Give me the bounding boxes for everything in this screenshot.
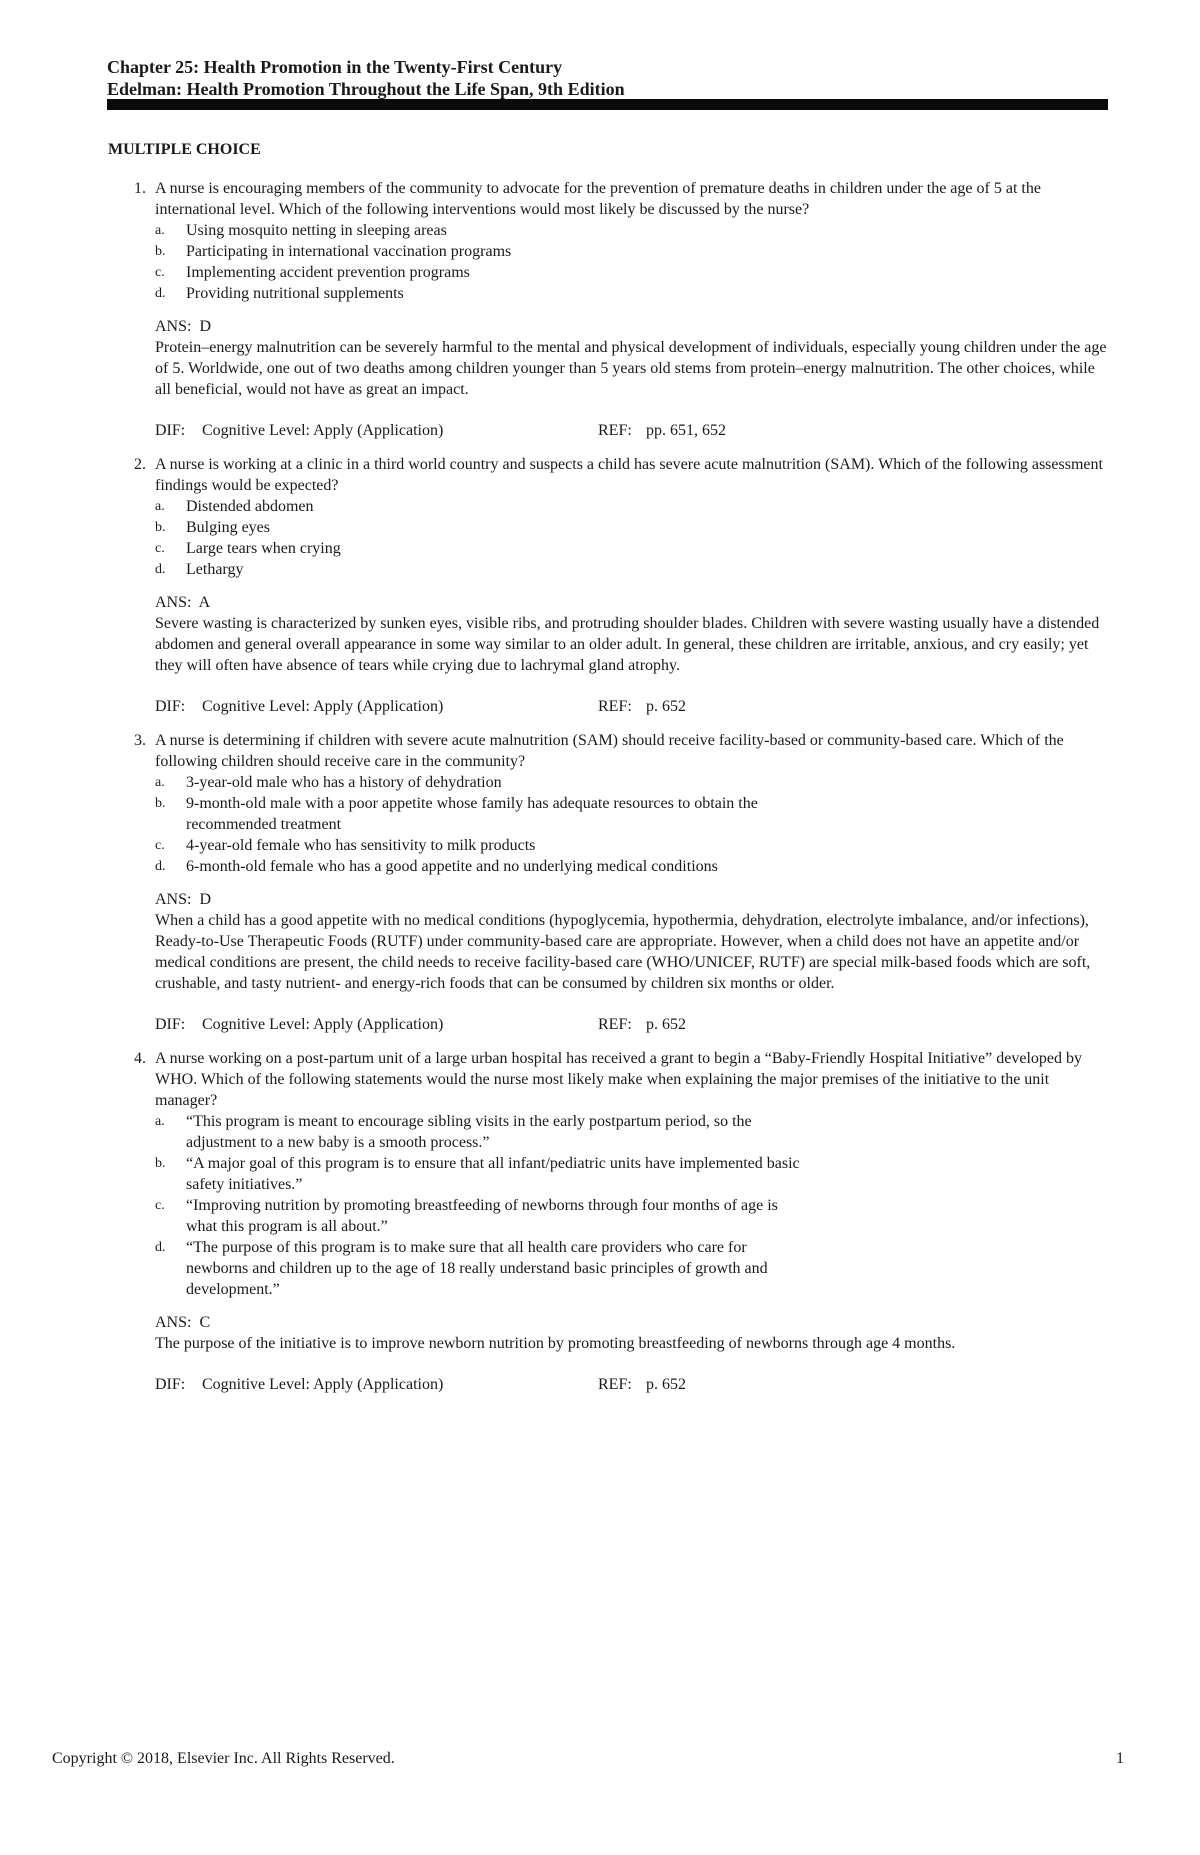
- chapter-title: Chapter 25: Health Promotion in the Twenty-First Century: [107, 57, 563, 77]
- rationale: When a child has a good appetite with no medical conditions (hypoglycemia, hypothermia, dehydration, electrolyte imbalance, and/or infections), Ready-to-Use Therapeutic Foods (RUTF) under community-based care are appropriate. However, when a child does not have an appetite and/or medical conditions are present, the child needs to receive facility-based care (WHO/UNICEF, RUTF) are special milk-based foods which are soft, crushable, and tasty nutrient- and energy-rich foods that can be consumed by children six months or older.: [155, 912, 1091, 992]
- header-rule: [107, 99, 1108, 110]
- question-stem: A nurse is working at a clinic in a third world country and suspects a child has severe acute malnutrition (SAM). Which of the following assessment findings would be expected?: [155, 456, 1103, 494]
- option-a: a. 3-year-old male who has a history of dehydration: [155, 774, 502, 791]
- option-c: c. Implementing accident prevention programs: [155, 264, 470, 281]
- question-meta: DIF: Cognitive Level: Apply (Application) REF: p. 652: [155, 1016, 686, 1033]
- answer-key: ANS: D: [155, 891, 212, 908]
- option-d: d. Lethargy: [155, 561, 244, 578]
- rationale: Severe wasting is characterized by sunken eyes, visible ribs, and protruding shoulder blades. Children with severe wasting usually have a distended abdomen and general overall appearance in some way similar to an older adult. In general, these children are irritable, anxious, and cry easily; yet they will often have absence of tears while crying due to lachrymal gland atrophy.: [155, 615, 1100, 674]
- page-reference: p. 652: [646, 698, 686, 715]
- answer-letter: A: [198, 594, 211, 611]
- option-c: c. Large tears when crying: [155, 540, 341, 557]
- question-meta: DIF: Cognitive Level: Apply (Application) REF: p. 652: [155, 698, 686, 715]
- option-c: c. 4-year-old female who has sensitivity to milk products: [155, 837, 536, 854]
- answer-letter: C: [199, 1314, 211, 1331]
- option-d: d. 6-month-old female who has a good appetite and no underlying medical conditions: [155, 858, 718, 875]
- answer-options: [155, 496, 1108, 580]
- option-b: b. Bulging eyes: [155, 519, 270, 536]
- page-header: [107, 56, 1107, 100]
- rationale: Protein–energy malnutrition can be severely harmful to the mental and physical development of individuals, especially young children under the age of 5. Worldwide, one out of two deaths among children younger than 5 years old stems from protein–energy malnutrition. The other choices, while all beneficial, would not have as great an impact.: [155, 339, 1107, 398]
- question-stem: A nurse working on a post-partum unit of a large urban hospital has received a grant to begin a “Baby-Friendly Hospital Initiative” developed by WHO. Which of the following statements would the nurse most likely make when explaining the major premises of the initiative to the unit manager?: [155, 1050, 1083, 1109]
- question-4: [108, 1048, 1108, 1395]
- option-a: a. Distended abdomen: [155, 498, 314, 515]
- question-number: 1.: [134, 180, 146, 197]
- copyright: Copyright © 2018, Elsevier Inc. All Rights Reserved.: [52, 1750, 395, 1767]
- answer-options: [155, 772, 1108, 877]
- answer-letter: D: [199, 891, 212, 908]
- page-reference: pp. 651, 652: [646, 422, 726, 439]
- difficulty: Cognitive Level: Apply (Application): [202, 698, 444, 715]
- difficulty: Cognitive Level: Apply (Application): [202, 422, 444, 439]
- page-reference: p. 652: [646, 1376, 686, 1393]
- book-title: Edelman: Health Promotion Throughout the Life Span, 9th Edition: [107, 79, 625, 99]
- option-c: c. “Improving nutrition by promoting breastfeeding of newborns through four months of age is what this program is all about.”: [155, 1197, 778, 1235]
- question-number: 3.: [134, 732, 146, 749]
- option-a: a. “This program is meant to encourage sibling visits in the early postpartum period, so the adjustment to a new baby is a smooth process.”: [155, 1113, 752, 1151]
- difficulty: Cognitive Level: Apply (Application): [202, 1016, 444, 1033]
- question-1: [108, 178, 1108, 441]
- question-2: [108, 454, 1108, 717]
- difficulty: Cognitive Level: Apply (Application): [202, 1376, 444, 1393]
- answer-key: ANS: D: [155, 318, 212, 335]
- question-list: [108, 178, 1108, 1408]
- rationale: The purpose of the initiative is to improve newborn nutrition by promoting breastfeeding of newborns through age 4 months.: [155, 1335, 956, 1352]
- option-b: b. Participating in international vaccination programs: [155, 243, 512, 260]
- page-reference: p. 652: [646, 1016, 686, 1033]
- answer-options: [155, 220, 1108, 304]
- option-b: b. 9-month-old male with a poor appetite whose family has adequate resources to obtain the recommended treatment: [155, 795, 758, 833]
- question-stem: A nurse is determining if children with severe acute malnutrition (SAM) should receive facility-based or community-based care. Which of the following children should receive care in the community?: [155, 732, 1064, 770]
- option-d: d. “The purpose of this program is to make sure that all health care providers who care for newborns and children up to the age of 18 really understand basic principles of growth and development.”: [155, 1239, 768, 1298]
- question-number: 4.: [134, 1050, 146, 1067]
- option-b: b. “A major goal of this program is to ensure that all infant/pediatric units have implemented basic safety initiatives.”: [155, 1155, 800, 1193]
- question-number: 2.: [134, 456, 146, 473]
- page-number: 1: [1116, 1750, 1124, 1767]
- question-meta: DIF: Cognitive Level: Apply (Application) REF: pp. 651, 652: [155, 422, 726, 439]
- answer-letter: D: [199, 318, 212, 335]
- answer-key: ANS: A: [155, 594, 211, 611]
- answer-options: [155, 1111, 1108, 1300]
- answer-key: ANS: C: [155, 1314, 211, 1331]
- page-footer: [52, 1750, 1124, 1768]
- option-d: d. Providing nutritional supplements: [155, 285, 404, 302]
- option-a: a. Using mosquito netting in sleeping areas: [155, 222, 447, 239]
- question-stem: A nurse is encouraging members of the community to advocate for the prevention of premature deaths in children under the age of 5 at the international level. Which of the following interventions would most likely be discussed by the nurse?: [155, 180, 1041, 218]
- question-meta: DIF: Cognitive Level: Apply (Application) REF: p. 652: [155, 1376, 686, 1393]
- question-3: [108, 730, 1108, 1035]
- section-title: MULTIPLE CHOICE: [108, 141, 261, 158]
